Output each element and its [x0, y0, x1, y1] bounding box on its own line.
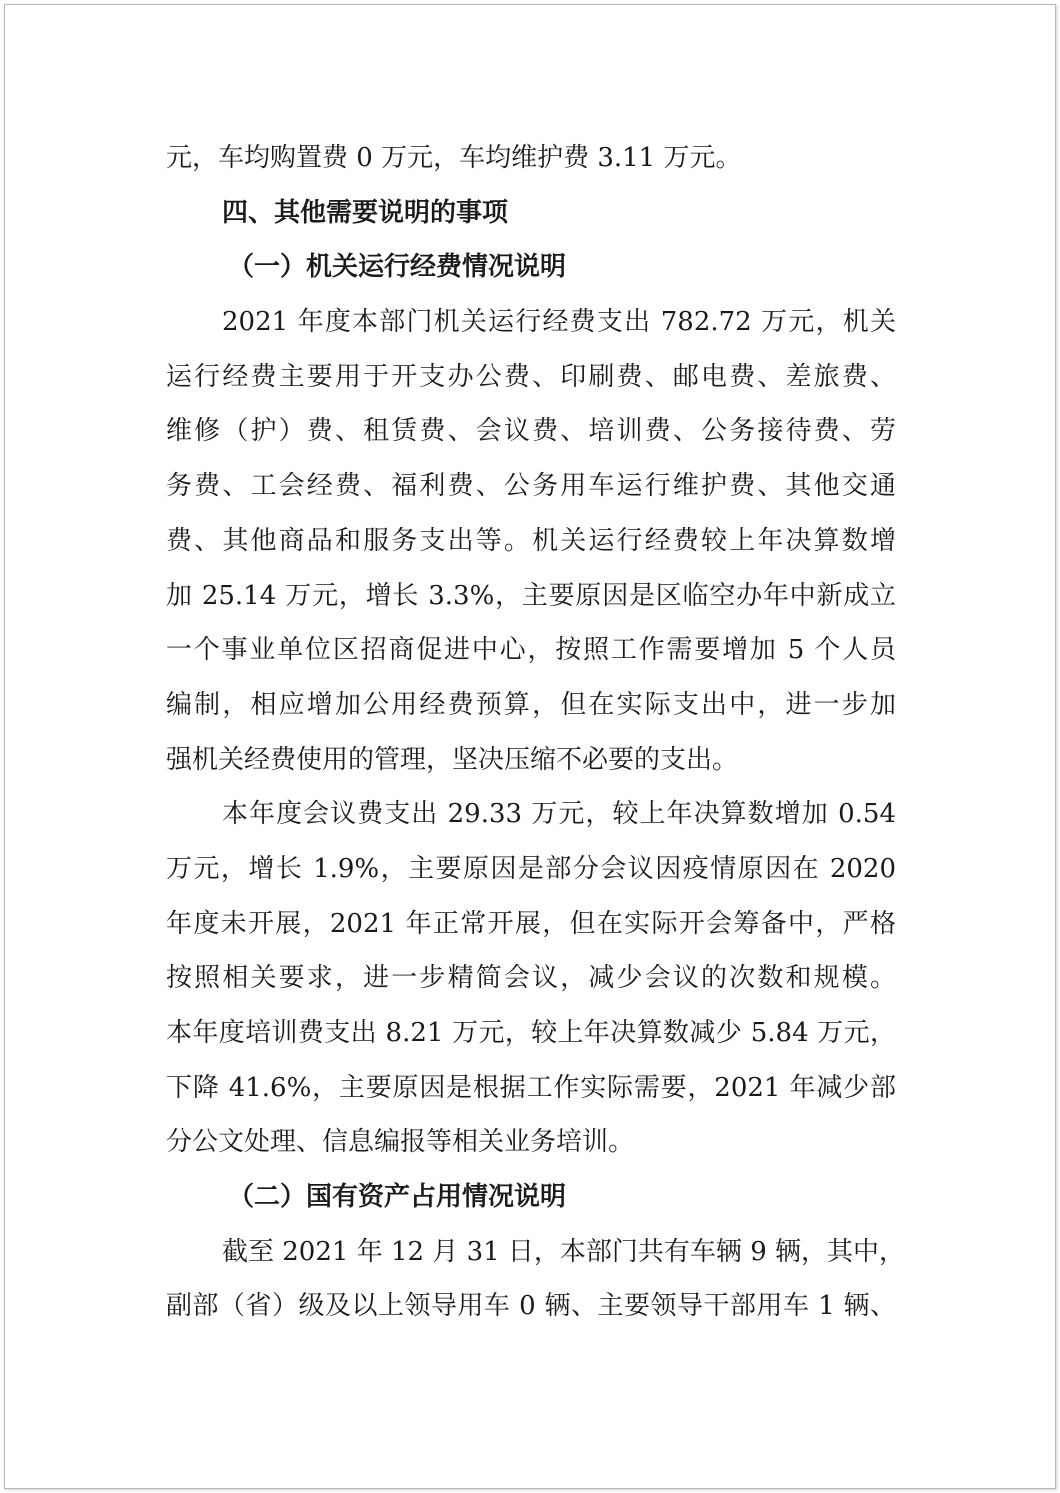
paragraph-line: 下降 41.6%，主要原因是根据工作实际需要，2021 年减少部	[166, 1072, 896, 1103]
paragraph-line: 编制，相应增加公用经费预算，但在实际支出中，进一步加	[166, 689, 896, 720]
paragraph-line: 加 25.14 万元，增长 3.3%，主要原因是区临空办年中新成立	[166, 580, 896, 611]
paragraph-line: 本年度会议费支出 29.33 万元，较上年决算数增加 0.54	[222, 799, 896, 830]
paragraph-line: 务费、工会经费、福利费、公务用车运行维护费、其他交通	[166, 471, 896, 502]
paragraph-line: 费、其他商品和服务支出等。机关运行经费较上年决算数增	[166, 525, 896, 556]
document-body	[166, 131, 905, 1334]
paragraph-line: 截至 2021 年 12 月 31 日，本部门共有车辆 9 辆，其中，	[222, 1236, 905, 1267]
paragraph-line: 2021 年度本部门机关运行经费支出 782.72 万元，机关	[222, 307, 896, 338]
paragraph-line: 年度未开展，2021 年正常开展，但在实际开会筹备中，严格	[166, 908, 896, 939]
paragraph-line: 万元，增长 1.9%，主要原因是部分会议因疫情原因在 2020	[166, 853, 896, 884]
paragraph-line: 元，车均购置费 0 万元，车均维护费 3.11 万元。	[166, 143, 742, 173]
paragraph-line: 一个事业单位区招商促进中心，按照工作需要增加 5 个人员	[166, 635, 896, 666]
paragraph-line: 副部（省）级及以上领导用车 0 辆、主要领导干部用车 1 辆、	[166, 1291, 896, 1322]
subsection-heading: （二）国有资产占用情况说明	[228, 1182, 567, 1213]
paragraph-line: 分公文处理、信息编报等相关业务培训。	[166, 1127, 635, 1158]
paragraph-line: 按照相关要求，进一步精简会议，减少会议的次数和规模。	[166, 963, 896, 994]
paragraph-line: 强机关经费使用的管理，坚决压缩不必要的支出。	[166, 744, 739, 775]
paragraph-line: 维修（护）费、租赁费、会议费、培训费、公务接待费、劳	[166, 416, 896, 447]
paragraph-line: 本年度培训费支出 8.21 万元，较上年决算数减少 5.84 万元，	[166, 1018, 896, 1048]
subsection-heading: （一）机关运行经费情况说明	[228, 252, 567, 283]
section-heading: 四、其他需要说明的事项	[222, 197, 509, 228]
paragraph-line: 运行经费主要用于开支办公费、印刷费、邮电费、差旅费、	[166, 361, 896, 392]
